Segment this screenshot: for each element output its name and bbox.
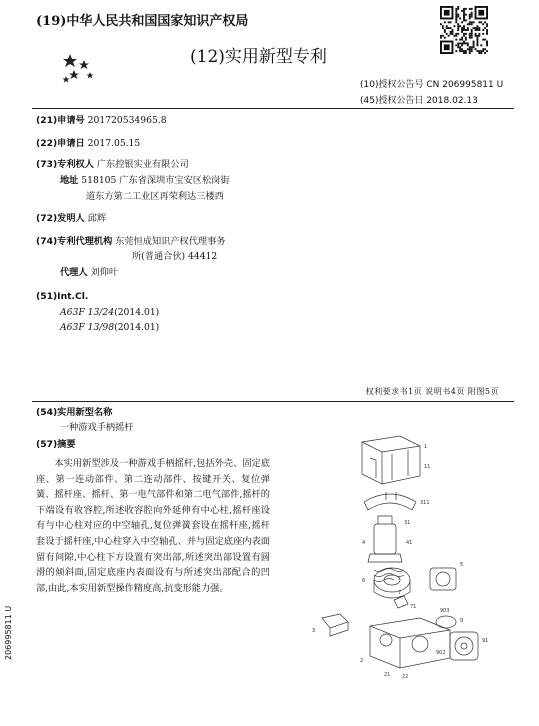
drawing-label: 5 [460, 562, 464, 568]
filing-date-row [36, 136, 140, 151]
owner-row [36, 157, 189, 172]
ipc-row [60, 320, 159, 335]
drawing-label: 311 [420, 500, 430, 506]
ipc-version: (2014.01) [114, 307, 160, 318]
exploded-view-drawing [300, 432, 518, 694]
title-label: (54)实用新型名称 [36, 407, 113, 418]
drawing-label: 31 [404, 520, 411, 526]
filing-date: 2017.05.15 [87, 138, 141, 149]
drawing-label: 6 [362, 578, 366, 584]
drawing-label: 4 [362, 540, 366, 546]
authority-name: (19)中华人民共和国国家知识产权局 [36, 14, 249, 29]
qr-code [440, 6, 488, 54]
address-row [60, 173, 230, 188]
inventor: 邱辉 [87, 213, 107, 224]
agent-row [60, 265, 118, 280]
utility-model-title: 一种游戏手柄摇杆 [60, 422, 134, 433]
agent-label: 代理人 [60, 267, 88, 278]
drawing-label: 41 [406, 540, 413, 546]
drawing-label: 7 [398, 590, 402, 596]
application-number-label: (21)申请号 [36, 115, 85, 126]
publication-number: (10)授权公告号 CN 206995811 U [360, 80, 504, 90]
drawing-label: 902 [436, 650, 446, 656]
ipc-row [60, 305, 159, 320]
abstract-text: 本实用新型涉及一种游戏手柄摇杆,包括外壳、固定底座、第一连动部件、第二连动部件、按键开关、复位弹簧、摇杆座、摇杆、第一电气部件和第二电气部件,摇杆的下端设有收容腔,所述收容腔向外延伸有中心柱,摇杆座设有与中心柱对应的中空轴孔,复位弹簧套设在摇杆座,摇杆套设于摇杆座,中心柱穿入中空轴孔、并与固定底座内表面留有间隙,中心柱下方设置有突出部,所述突出部设置有圆滑的倾斜面,固定底座内表面设有与所述突出部配合的凹部,由此,本实用新型操作精度高,抗变形能力强。 [36, 458, 270, 594]
address-line-2: 道东方第二工业区再荣利达三楼西 [86, 191, 224, 202]
patent-type: (12)实用新型专利 [190, 47, 327, 67]
ipc-code: A63F 13/98 [60, 322, 115, 333]
publication-date: (45)授权公告日 2018.02.13 [360, 96, 478, 106]
owner-label: (73)专利权人 [36, 159, 94, 170]
ipc-label: (51)Int.Cl. [36, 291, 89, 302]
owner: 广东控银实业有限公司 [96, 159, 189, 170]
ipc-version: (2014.01) [114, 322, 160, 333]
agency-row [36, 234, 225, 249]
drawing-label: 91 [482, 638, 489, 644]
agent: 刘仰叶 [90, 267, 119, 278]
drawing-label: 11 [424, 464, 431, 470]
drawing-label: 3 [312, 628, 316, 634]
agency-line-1: 东莞恒成知识产权代理事务 [115, 236, 226, 247]
inventor-label: (72)发明人 [36, 213, 85, 224]
drawing-label: 9 [460, 618, 464, 624]
drawing-label: 2 [360, 658, 364, 664]
application-number-row [36, 113, 167, 128]
address-line-1: 518105 广东省深圳市宝安区松岗街 [81, 175, 230, 186]
abstract-label: (57)摘要 [36, 439, 76, 450]
address-label: 地址 [60, 175, 79, 186]
drawing-label: 71 [410, 604, 417, 610]
agency-line-2: 所(普通合伙) 44412 [132, 251, 218, 262]
agency-label: (74)专利代理机构 [36, 236, 113, 247]
drawing-label: 903 [440, 608, 450, 614]
pages-info: 权利要求书1页 说明书4页 附图5页 [365, 387, 499, 396]
inventor-row [36, 211, 106, 226]
filing-date-label: (22)申请日 [36, 138, 85, 149]
ipc-code: A63F 13/24 [60, 307, 115, 318]
section-divider [32, 401, 514, 402]
drawing-label: 21 [384, 672, 391, 678]
drawing-label: 1 [424, 444, 428, 450]
header-divider [32, 108, 514, 109]
office-emblem-icon [60, 50, 104, 86]
side-publication-code: 206995811 U [4, 605, 13, 660]
drawing-label: 22 [402, 674, 409, 680]
application-number: 201720534965.8 [87, 115, 167, 126]
